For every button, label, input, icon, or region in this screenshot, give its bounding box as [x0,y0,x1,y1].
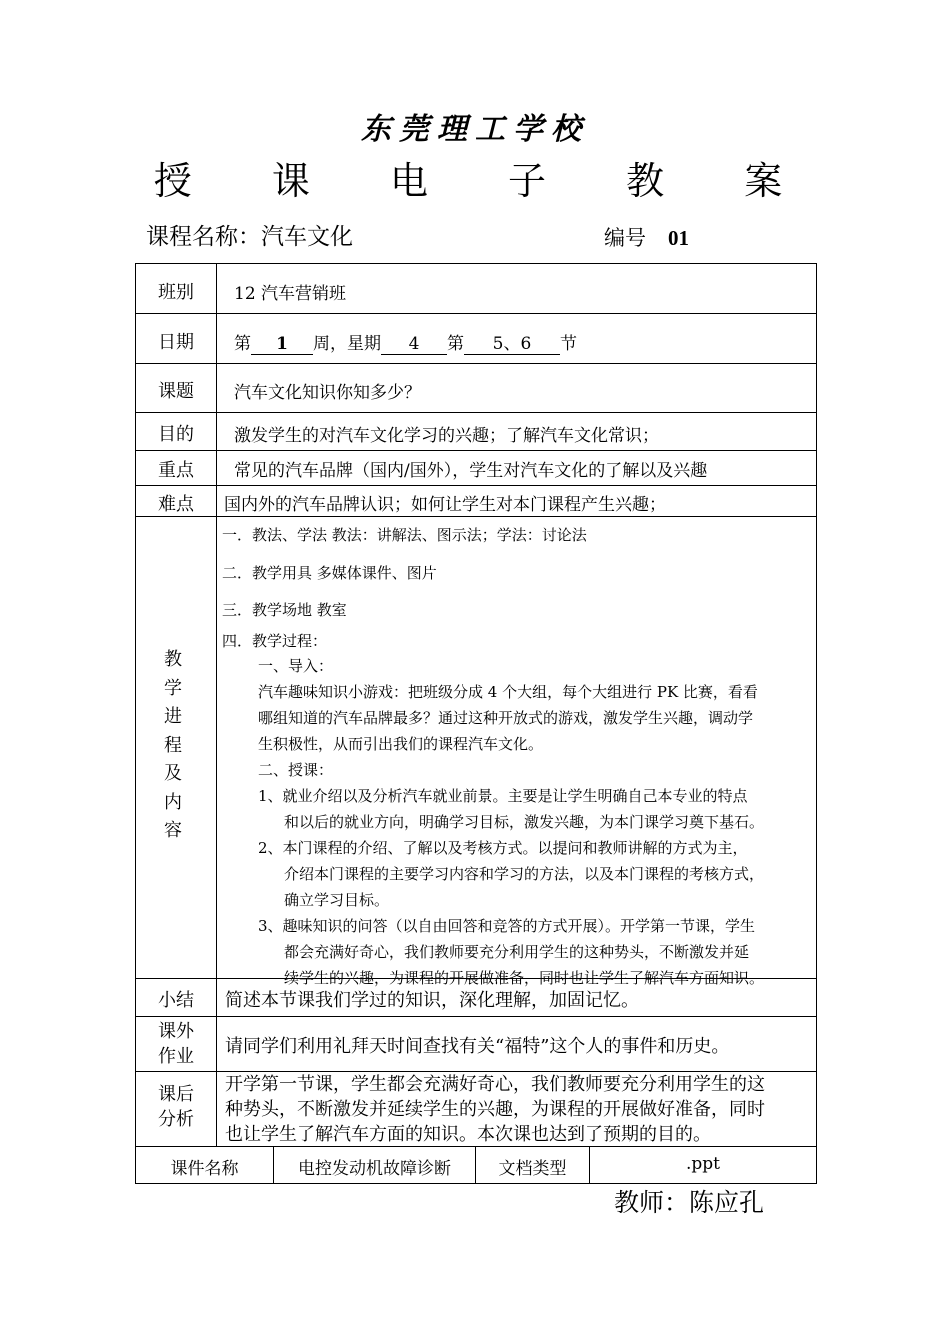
key-points-label: 重点 [158,460,194,481]
week-number: 1 [251,334,313,355]
steps-title: 四．教学过程： [222,632,328,650]
period-prefix: 第 [447,334,464,354]
intro-line: 汽车趣味知识小游戏：把班级分成 4 个大组，每个大组进行 PK 比赛，看看 [258,683,758,701]
course-name: 课程名称：汽车文化 [146,224,353,250]
intro-title: 一、导入： [258,657,334,675]
goal-value: 激发学生的对汽车文化学习的兴趣；了解汽车文化常识； [234,426,659,446]
summary-label: 小结 [158,990,194,1011]
courseware-label: 课件名称 [170,1159,239,1179]
row-divider [135,313,817,314]
difficulties-value: 国内外的汽车品牌认识；如何让学生对本门课程产生兴趣； [224,495,666,515]
period-numbers: 5、6 [464,329,560,355]
goal-label: 目的 [158,424,194,445]
difficulties-label: 难点 [158,494,194,515]
intro-line: 生积极性，从而引出我们的课程汽车文化。 [258,735,544,753]
row-divider [135,516,817,517]
class-value: 12 汽车营销班 [234,284,347,304]
class-label: 班别 [158,282,194,303]
row-divider [135,412,817,413]
weekday-number: 4 [381,334,447,355]
courseware-name: 电控发动机故障诊断 [298,1159,451,1179]
number-label: 编号 [604,226,646,250]
date-label: 日期 [158,332,194,353]
document-type-value: .ppt [686,1154,720,1174]
intro-line: 哪组知道的汽车品牌最多？通过这种开放式的游戏，激发学生兴趣，调动学 [258,709,754,727]
document-type-label: 文档类型 [498,1159,567,1179]
period-suffix: 节 [560,334,577,354]
document-title: 授 课 电 子 教 案 [153,159,817,203]
homework-label: 课外 作业 [158,1021,194,1067]
document-number [604,222,689,252]
teach-title: 二、授课： [258,761,334,779]
label-column-divider [216,263,217,1146]
week-prefix: 第 [234,334,251,354]
row-divider [135,450,817,451]
process-content [222,522,810,991]
row-divider [135,485,817,486]
teaching-item-2: 2、本门课程的介绍、了解以及考核方式。以提问和教师讲解的方式为主， 介绍本门课程的主要学习内容和学习的方法，以及本门课程的考核方式， 确立学习目标。 [258,839,765,909]
row-divider [135,1016,817,1017]
analysis-value: 开学第一节课，学生都会充满好奇心，我们教师要充分利用学生的这 种势头，不断激发并延续学生的兴趣，为课程的开展做好准备，同时 也让学生了解汽车方面的知识。本次课也达到了预期的目的。 [225,1074,765,1145]
summary-value: 简述本节课我们学过的知识，深化理解，加固记忆。 [225,990,639,1011]
venue-line: 三．教学场地 教室 [222,601,347,619]
homework-value: 请同学们利用礼拜天时间查找有关“福特”这个人的事件和历史。 [225,1036,730,1057]
topic-label: 课题 [158,381,194,402]
number-value: 01 [668,226,689,250]
school-name: 东莞理工学校 [361,112,589,147]
methods-line: 一．教法、学法 教法：讲解法、图示法；学法：讨论法 [222,526,587,544]
analysis-label: 课后 分析 [158,1084,194,1130]
row-divider [135,363,817,364]
process-label: 教 学 进 程 及 内 容 [164,649,182,841]
key-points-value: 常见的汽车品牌（国内/国外），学生对汽车文化的了解以及兴趣 [234,461,708,481]
teaching-item-3: 3、趣味知识的问答（以自由回答和竞答的方式开展）。开学第一节课，学生 都会充满好奇心，我们教师要充分利用学生的这种势头，不断激发并延 续学生的兴趣，为课程的开展做准备，同时也让学生了解汽车方面知识。 [258,917,765,987]
teacher-name: 教师：陈应孔 [614,1188,765,1217]
topic-value: 汽车文化知识你知多少？ [234,383,421,403]
date-value [234,329,577,355]
teaching-item-1: 1、就业介绍以及分析汽车就业前景。主要是让学生明确自己本专业的特点 和以后的就业方向，明确学习目标，激发兴趣，为本门课学习奠下基石。 [258,787,765,831]
tools-line: 二．教学用具 多媒体课件、图片 [222,564,437,582]
week-suffix: 周，星期 [313,334,381,354]
